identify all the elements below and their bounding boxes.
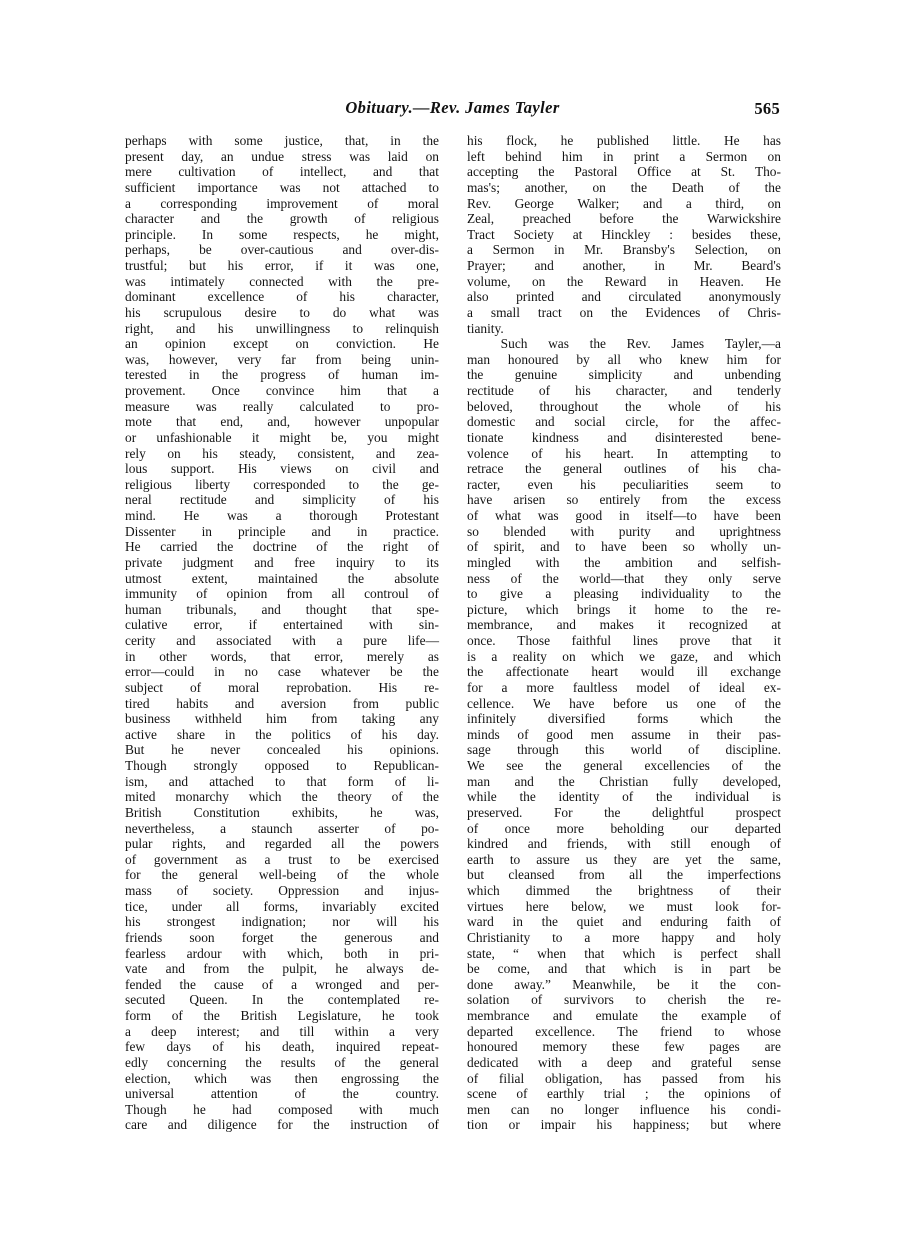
text-line: Though strongly opposed to Republican- [125,758,439,773]
text-line: a deep interest; and till within a very [125,1023,439,1039]
text-line: error—could in no case whatever be the [125,664,439,680]
text-line: human tribunals, and thought that spe- [125,601,439,617]
column-right-text [467,133,781,1133]
text-line: his strongest indignation; nor will his [125,914,439,930]
text-line: terested in the progress of human im- [125,367,439,383]
text-line: active share in the politics of his day. [125,726,439,742]
text-line: subject of moral reprobation. His re- [125,679,439,695]
text-line: friends soon forget the generous and [125,929,439,945]
text-line: departed excellence. The friend to whose [467,1023,781,1039]
text-line: accepting the Pastoral Office at St. Tho- [467,164,781,180]
text-line: We see the general excellencies of the [467,758,781,773]
text-line: tianity. [467,320,504,336]
page-number: 565 [754,99,780,118]
text-line: of government as a trust to be exercised [125,851,439,867]
text-line: cerity and associated with a pure life— [125,633,439,648]
text-line: Though he had composed with much [125,1101,439,1117]
text-line: Dissenter in principle and in practice. [125,523,439,539]
text-line: beloved, throughout the whole of his [467,398,781,414]
text-line: of once more beholding our departed [467,820,781,836]
text-line: the genuine simplicity and unbending [467,367,781,383]
text-line: form of the British Legislature, he took [125,1008,439,1023]
text-line: cellence. We have before us one of the [467,695,781,711]
text-line: earth to assure us they are yet the same, [467,851,781,867]
text-line: once. Those faithful lines prove that it [467,633,781,648]
text-line: ness of the world—that they only serve [467,570,781,586]
text-line: mote that end, and, however unpopular [125,414,439,430]
text-line: an opinion except on conviction. He [125,336,439,352]
text-line: domestic and social circle, for the affec- [467,414,781,430]
text-line: neral rectitude and simplicity of his [125,492,439,508]
text-line: his flock, he published little. He has [467,133,781,148]
text-line: trustful; but his error, if it was one, [125,258,439,273]
text-line: or unfashionable it might be, you might [125,429,439,445]
text-line: Tract Society at Hinckley : besides these, [467,226,781,242]
text-line: provement. Once convince him that a [125,383,439,398]
text-line: fended the cause of a wronged and per- [125,976,439,992]
text-line: for a more faultless model of ideal ex- [467,679,781,695]
text-line: is a reality on which we gaze, and which [467,648,781,664]
text-line: tice, under all forms, invariably excited [125,898,439,914]
text-line: few days of his death, inquired repeat- [125,1039,439,1055]
text-line: mere cultivation of intellect, and that [125,164,439,180]
text-line: left behind him in print a Sermon on [467,148,781,164]
text-line: of filial obligation, has passed from his [467,1070,781,1086]
text-line: tired habits and aversion from public [125,695,439,711]
text-line: private judgment and free inquiry to its [125,554,439,570]
text-line: lous support. His views on civil and [125,461,439,477]
text-line: perhaps, be over-cautious and over-dis- [125,242,439,258]
text-line: dedicated with a deep and grateful sense [467,1054,781,1070]
text-line: state, “ when that which is perfect shall [467,945,781,961]
text-line: rectitude of his character, and tenderly [467,383,781,398]
text-line: character and the growth of religious [125,211,439,227]
text-line: volence of his heart. In attempting to [467,445,781,461]
text-line: a corresponding improvement of moral [125,195,439,211]
text-line: solation of survivors to cherish the re- [467,992,781,1008]
paragraph-indent [467,336,480,352]
text-line: preserved. For the delightful prospect [467,804,781,820]
text-line: done away.” Meanwhile, be it the con- [467,976,781,992]
text-line: membrance, and makes it recognized at [467,617,781,633]
text-line: Zeal, preached before the Warwickshire [467,211,781,227]
text-line: present day, an undue stress was laid on [125,148,439,164]
text-line: of what was good in itself—to have been [467,508,781,523]
text-line: racter, even his peculiarities seem to [467,476,781,492]
text-line: mind. He was a thorough Protestant [125,508,439,523]
text-line: British Constitution exhibits, he was, [125,804,439,820]
text-line: mas's; another, on the Death of the [467,179,781,195]
text-line: ism, and attached to that form of li- [125,773,439,789]
text-line: He carried the doctrine of the right of [125,539,439,555]
text-line: utmost extent, maintained the absolute [125,570,439,586]
text-line: while the identity of the individual is [467,789,781,805]
text-line: his scrupulous desire to do what was [125,304,439,320]
text-line: mass of society. Oppression and injus- [125,883,439,898]
text-line: edly concerning the results of the general [125,1054,439,1070]
text-line: perhaps with some justice, that, in the [125,133,439,148]
text-line: mingled with the ambition and selfish- [467,554,781,570]
text-line: was, however, very far from being unin- [125,351,439,367]
text-line: but cleansed from all the imperfections [467,867,781,883]
text-line: picture, which brings it home to the re- [467,601,781,617]
text-line: which dimmed the brightness of their [467,883,781,898]
text-line: nevertheless, a staunch asserter of po- [125,820,439,836]
text-line: honoured memory these few pages are [467,1039,781,1055]
text-line: vate and from the pulpit, he always de- [125,961,439,977]
text-line: scene of earthly trial ; the opinions of [467,1086,781,1102]
text-line: ward in the quiet and enduring faith of [467,914,781,930]
text-line: the affectionate heart would ill exchange [467,664,781,680]
text-line: sufficient importance was not attached to [125,179,439,195]
text-line: tionate kindness and disinterested bene- [467,429,781,445]
text-line: in other words, that error, merely as [125,648,439,664]
text-line: religious liberty corresponded to the ge- [125,476,439,492]
text-line: man and the Christian fully developed, [467,773,781,789]
text-line: infinitely diversified forms which the [467,711,781,727]
text-line: rely on his steady, consistent, and zea- [125,445,439,461]
text-line: a Sermon in Mr. Bransby's Selection, on [467,242,781,258]
text-line: universal attention of the country. [125,1086,439,1102]
text-line: But he never concealed his opinions. [125,742,439,758]
column-left-text [125,133,439,1133]
running-head-title: Obituary.—Rev. James Tayler [345,98,560,117]
text-line: principle. In some respects, he might, [125,226,439,242]
text-line: of spirit, and to have been so wholly un- [467,539,781,555]
text-line: virtues here below, we must look for- [467,898,781,914]
text-line: membrance and emulate the example of [467,1008,781,1023]
text-line: was intimately connected with the pre- [125,273,439,289]
text-line: be come, and that which is in part be [467,961,781,977]
text-line: immunity of opinion from all controul of [125,586,439,602]
text-line: fearless ardour with which, both in pri- [125,945,439,961]
text-line: measure was really calculated to pro- [125,398,439,414]
text-line: Prayer; and another, in Mr. Beard's [467,258,781,273]
text-line: retrace the general outlines of his cha- [467,461,781,477]
text-line: care and diligence for the instruction of [125,1117,439,1133]
column-left [125,133,439,1133]
text-line: tion or impair his happiness; but where [467,1117,781,1133]
text-line: minds of good men assume in their pas- [467,726,781,742]
running-head [125,98,780,122]
column-right [467,133,781,1133]
text-line: sage through this world of discipline. [467,742,781,758]
text-line: so blended with purity and uprightness [467,523,781,539]
text-line: have arisen so entirely from the excess [467,492,781,508]
text-line: men can no longer influence his condi- [467,1101,781,1117]
text-line: culative error, if entertained with sin- [125,617,439,633]
text-line: man honoured by all who knew him for [467,351,781,367]
text-line: mited monarchy which the theory of the [125,789,439,805]
text-line: business withheld him from taking any [125,711,439,727]
text-line: kindred and friends, with still enough of [467,836,781,852]
text-line: for the general well-being of the whole [125,867,439,883]
text-line: a small tract on the Evidences of Chris- [467,304,781,320]
body-columns [125,133,781,1133]
text-line: right, and his unwillingness to relinquish [125,320,439,336]
text-line: dominant excellence of his character, [125,289,439,305]
text-line: election, which was then engrossing the [125,1070,439,1086]
text-line: Such was the Rev. James Tayler,—a [467,336,781,352]
text-line: volume, on the Reward in Heaven. He [467,273,781,289]
text-line: to give a pleasing individuality to the [467,586,781,602]
text-line: Rev. George Walker; and a third, on [467,195,781,211]
text-line: secuted Queen. In the contemplated re- [125,992,439,1008]
text-line: also printed and circulated anonymously [467,289,781,305]
text-line: pular rights, and regarded all the powers [125,836,439,852]
text-line: Christianity to a more happy and holy [467,929,781,945]
